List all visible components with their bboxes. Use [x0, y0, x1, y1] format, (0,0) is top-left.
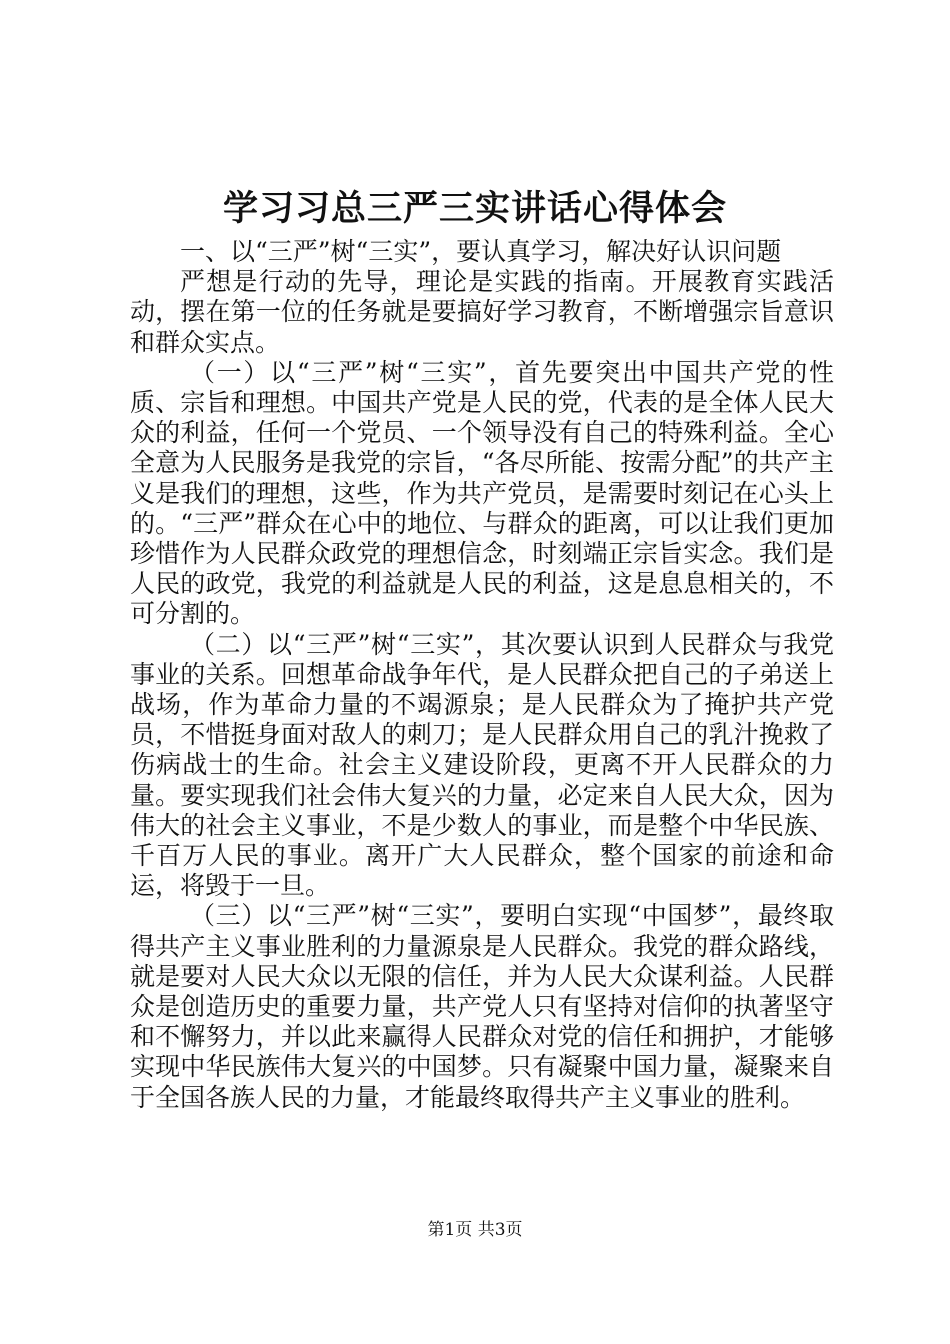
document-body — [130, 237, 834, 1113]
paragraph-point-2: （二）以“三严”树“三实”，其次要认识到人民群众与我党事业的关系。回想革命战争年代，是人民群众把自己的子弟送上战场，作为革命力量的不竭源泉；是人民群众为了掩护共产党员，不惜挺身面对敌人的刺刀；是人民群众用自己的乳汁挽救了伤病战士的生命。社会主义建设阶段，更离不开人民群众的力量。要实现我们社会伟大复兴的力量，必定来自人民大众，因为伟大的社会主义事业，不是少数人的事业，而是整个中华民族、千百万人民的事业。离开广大人民群众，整个国家的前途和命运，将毁于一旦。 — [130, 629, 834, 901]
paragraph-point-3: （三）以“三严”树“三实”，要明白实现“中国梦”，最终取得共产主义事业胜利的力量源泉是人民群众。我党的群众路线，就是要对人民大众以无限的信任，并为人民大众谋利益。人民群众是创造历史的重要力量，共产党人只有坚持对信仰的执著坚守和不懈努力，并以此来赢得人民群众对党的信任和拥护，才能够实现中华民族伟大复兴的中国梦。只有凝聚中国力量，凝聚来自于全国各族人民的力量，才能最终取得共产主义事业的胜利。 — [130, 901, 834, 1112]
section-heading: 一、以“三严”树“三实”，要认真学习，解决好认识问题 — [180, 237, 782, 266]
page-footer: 第1页 共3页 — [427, 1220, 523, 1240]
paragraph-point-1: （一）以“三严”树“三实”，首先要突出中国共产党的性质、宗旨和理想。中国共产党是人民的党，代表的是全体人民大众的利益，任何一个党员、一个领导没有自己的特殊利益。全心全意为人民服务是我党的宗旨，“各尽所能、按需分配”的共产主义是我们的理想，这些，作为共产党员，是需要时刻记在心头上的。“三严”群众在心中的地位、与群众的距离，可以让我们更加珍惜作为人民群众政党的理想信念，时刻端正宗旨实念。我们是人民的政党，我党的利益就是人民的利益，这是息息相关的，不可分割的。 — [130, 357, 834, 629]
paragraph-intro: 严想是行动的先导，理论是实践的指南。开展教育实践活动，摆在第一位的任务就是要搞好学习教育，不断增强宗旨意识和群众实点。 — [130, 267, 834, 357]
document-title: 学习习总三严三实讲话心得体会 — [222, 189, 727, 229]
